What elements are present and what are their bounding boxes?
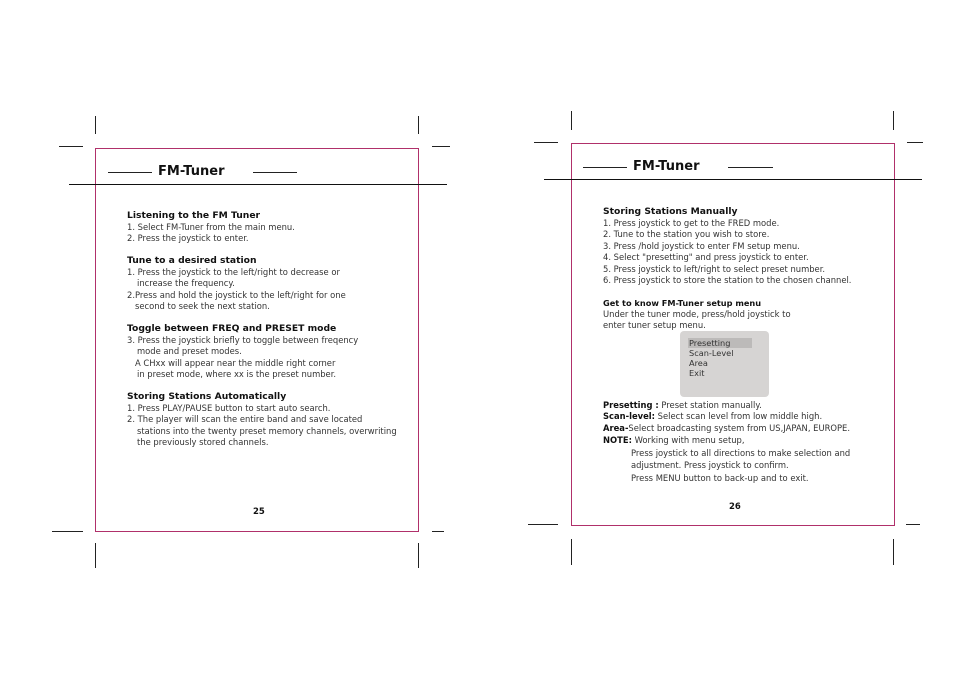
instruction-line: 2. Press the joystick to enter. — [127, 233, 249, 244]
section-heading: Toggle between FREQ and PRESET mode — [127, 323, 337, 334]
instruction-line: 2.Press and hold the joystick to the left/right for one — [127, 289, 346, 300]
note-label: NOTE: — [603, 435, 632, 445]
menu-item-scan-level: Scan-Level — [689, 348, 734, 358]
note-line: Press joystick to all directions to make selection and — [631, 447, 851, 458]
title-rule-right — [253, 172, 297, 173]
section-definitions — [603, 400, 850, 434]
instruction-line: 3. Press the joystick briefly to toggle between freqency — [127, 335, 359, 345]
instruction-line: 1. Press joystick to get to the FRED mode. — [603, 218, 780, 228]
definition-presetting — [603, 400, 850, 411]
menu-item-exit: Exit — [689, 368, 705, 378]
instruction-line: enter tuner setup menu. — [603, 320, 706, 331]
page-title: FM-Tuner — [633, 159, 700, 174]
setup-menu-illustration — [680, 331, 769, 397]
title-rule-right — [728, 167, 773, 168]
section-toggle — [127, 323, 358, 381]
note-line: Press MENU button to back-up and to exit. — [631, 472, 809, 483]
section-note — [603, 434, 850, 484]
instruction-line: in preset mode, where xx is the preset number. — [137, 369, 337, 380]
menu-item-presetting: Presetting — [688, 338, 752, 348]
definition-text: Select broadcasting system from US,JAPAN, EUROPE. — [628, 422, 850, 433]
crop-mark — [571, 539, 572, 565]
instruction-line: the previously stored channels. — [137, 437, 269, 448]
crop-mark — [893, 111, 894, 130]
instruction-line: A CHxx will appear near the middle right corner — [135, 357, 336, 368]
section-listening — [127, 210, 295, 245]
note-text: Working with menu setup, — [631, 435, 745, 445]
section-storing-manual — [603, 206, 851, 286]
instruction-line: 6. Press joystick to store the station to the chosen channel. — [603, 275, 852, 286]
definition-area — [603, 423, 850, 434]
crop-mark — [893, 539, 894, 565]
page-number: 25 — [253, 507, 265, 517]
instruction-line: 2. The player will scan the entire band and save located — [127, 414, 363, 425]
section-setup-menu — [603, 297, 791, 332]
instruction-line: 5. Press joystick to left/right to select preset number. — [603, 263, 826, 274]
section-heading: Tune to a desired station — [127, 255, 257, 266]
definition-scan-level — [603, 411, 850, 422]
crop-mark — [432, 146, 450, 147]
title-rule-left — [108, 172, 152, 173]
note-line: adjustment. Press joystick to confirm. — [631, 460, 789, 470]
crop-mark — [528, 524, 558, 525]
crop-mark — [59, 146, 83, 147]
instruction-line: second to seek the next station. — [135, 301, 270, 312]
crop-mark — [418, 116, 419, 134]
page-title: FM-Tuner — [158, 164, 225, 179]
crop-mark — [906, 524, 920, 525]
menu-item-area: Area — [689, 358, 708, 368]
section-heading: Storing Stations Automatically — [127, 391, 287, 402]
instruction-line: 2. Tune to the station you wish to store. — [603, 229, 770, 240]
instruction-line: 1. Press PLAY/PAUSE button to start auto search. — [127, 403, 331, 413]
definition-text: Preset station manually. — [658, 400, 762, 410]
definition-label: Scan-level: — [603, 411, 655, 422]
crop-mark — [534, 142, 558, 143]
instruction-line: 1. Press the joystick to the left/right to decrease or — [127, 267, 340, 277]
crop-mark — [571, 111, 572, 130]
instruction-line: increase the frequency. — [137, 278, 235, 289]
page-number: 26 — [729, 502, 741, 512]
title-rule-left — [583, 167, 627, 168]
instruction-line: 1. Select FM-Tuner from the main menu. — [127, 222, 295, 232]
section-heading: Listening to the FM Tuner — [127, 210, 261, 221]
section-auto — [127, 391, 397, 449]
crop-mark — [95, 116, 96, 134]
note-intro — [603, 434, 850, 447]
instruction-line: Under the tuner mode, press/hold joystick to — [603, 309, 791, 319]
header-rule — [69, 184, 447, 185]
crop-mark — [52, 531, 83, 532]
definition-label: Area- — [603, 422, 629, 433]
instruction-line: stations into the twenty preset memory channels, overwriting — [137, 425, 397, 436]
definition-label: Presetting : — [603, 400, 659, 410]
instruction-line: mode and preset modes. — [137, 346, 242, 357]
crop-mark — [95, 543, 96, 568]
crop-mark — [907, 142, 923, 143]
header-rule — [544, 179, 922, 180]
crop-mark — [418, 543, 419, 568]
definition-text: Select scan level from low middle high. — [655, 411, 823, 422]
instruction-line: 3. Press /hold joystick to enter FM setup menu. — [603, 240, 800, 251]
instruction-line: 4. Select "presetting" and press joystick to enter. — [603, 252, 809, 263]
section-tune — [127, 255, 346, 313]
section-heading: Storing Stations Manually — [603, 206, 738, 217]
section-heading: Get to know FM-Tuner setup menu — [603, 298, 762, 308]
crop-mark — [432, 531, 444, 532]
